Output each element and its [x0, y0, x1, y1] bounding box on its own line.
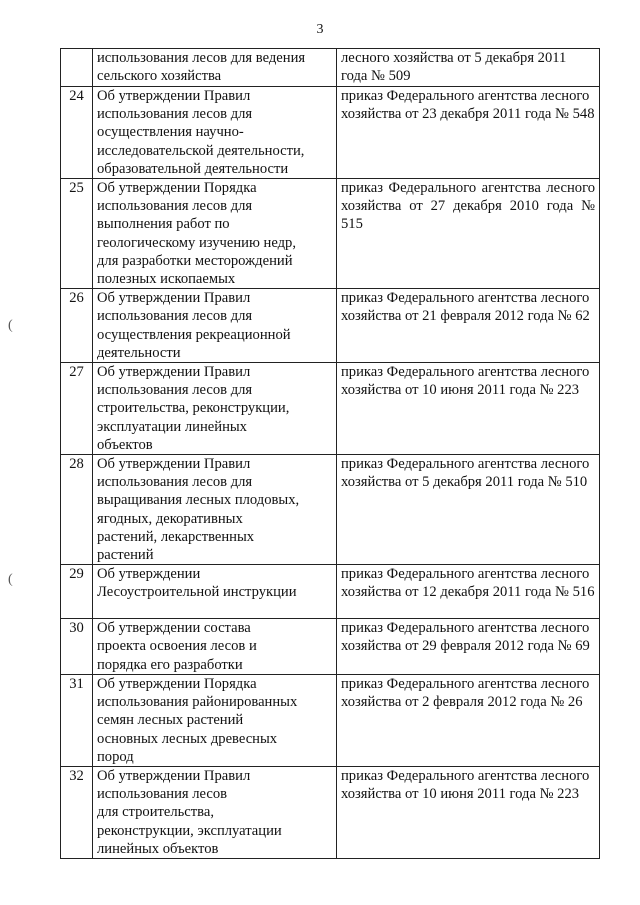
row-number: 29: [61, 565, 93, 619]
act-title: [93, 619, 337, 675]
act-title-line: проекта освоения лесов и: [97, 638, 257, 655]
act-title-line: реконструкции, эксплуатации: [97, 822, 282, 839]
act-title-line: семян лесных растений: [97, 712, 244, 729]
act-title-line: строительства, реконструкции,: [97, 400, 290, 417]
act-title: [93, 87, 337, 179]
act-title-line: основных лесных древесных: [97, 730, 278, 747]
row-number: 26: [61, 289, 93, 363]
act-source: приказ Федерального агентства лесного хозяйства от 5 декабря 2011 года № 510: [337, 455, 600, 565]
act-title-line: пород: [97, 748, 134, 765]
act-title-line: объектов: [97, 436, 153, 453]
row-number: 31: [61, 674, 93, 766]
act-title-line: использования лесов для: [97, 106, 253, 123]
act-source: приказ Федерального агентства лесного хозяйства от 23 декабря 2011 года № 548: [337, 87, 600, 179]
act-title-line: растений: [97, 547, 154, 564]
act-title-line: ягодных, декоративных: [97, 510, 243, 527]
act-title-line: использования лесов для: [97, 474, 253, 491]
act-source: приказ Федерального агентства лесного хозяйства от 29 февраля 2012 года № 69: [337, 619, 600, 675]
act-title: [93, 565, 337, 619]
act-title-line: растений, лекарственных: [97, 528, 255, 545]
table-row: [61, 363, 600, 455]
act-title-line: для разработки месторождений: [97, 252, 293, 269]
act-title-line: Об утверждении Порядка: [97, 180, 257, 197]
act-title-line: для строительства,: [97, 804, 214, 821]
act-title-line: использования лесов для: [97, 308, 253, 325]
act-title-line: Об утверждении Правил: [97, 767, 251, 784]
row-number: 30: [61, 619, 93, 675]
act-title-line: использования лесов для: [97, 382, 253, 399]
table-row: [61, 289, 600, 363]
act-title-line: полезных ископаемых: [97, 271, 236, 288]
act-title-line: выращивания лесных плодовых,: [97, 492, 300, 509]
margin-mark: (: [8, 318, 13, 333]
act-title-line: порядка его разработки: [97, 656, 243, 673]
table-row: [61, 87, 600, 179]
act-title-line: Об утверждении состава: [97, 620, 251, 637]
act-title: [93, 766, 337, 858]
act-title-line: Об утверждении Правил: [97, 290, 251, 307]
act-title-line: линейных объектов: [97, 840, 219, 857]
table-row: [61, 455, 600, 565]
row-number: 27: [61, 363, 93, 455]
act-title-line: Лесоустроительной инструкции: [97, 584, 297, 601]
row-number: [61, 49, 93, 87]
act-title-line: использования лесов для: [97, 198, 253, 215]
act-title: [93, 363, 337, 455]
table-row: [61, 49, 600, 87]
act-title-line: Об утверждении Правил: [97, 364, 251, 381]
act-title-line: Об утверждении Правил: [97, 456, 251, 473]
act-title-line: исследовательской деятельности,: [97, 142, 305, 159]
act-source: приказ Федерального агентства лесного хозяйства от 2 февраля 2012 года № 26: [337, 674, 600, 766]
table-row: [61, 766, 600, 858]
row-number: 28: [61, 455, 93, 565]
act-title-line: деятельности: [97, 344, 181, 361]
act-title: [93, 49, 337, 87]
act-title-line: осуществления рекреационной: [97, 326, 291, 343]
act-source: приказ Федерального агентства лесного хозяйства от 27 декабря 2010 года № 515: [337, 179, 600, 289]
act-title-line: выполнения работ по: [97, 216, 230, 233]
act-title-line: эксплуатации линейных: [97, 418, 247, 435]
act-title-line: осуществления научно-: [97, 124, 244, 141]
act-title-line: Об утверждении Порядка: [97, 675, 257, 692]
act-title: [93, 674, 337, 766]
table-row: [61, 565, 600, 619]
table-row: [61, 179, 600, 289]
act-title-line: использования районированных: [97, 694, 298, 711]
act-title: [93, 179, 337, 289]
row-number: 25: [61, 179, 93, 289]
act-title-line: использования лесов: [97, 786, 228, 803]
acts-table: [60, 48, 600, 859]
act-title: [93, 455, 337, 565]
act-title-line: Об утверждении Правил: [97, 88, 251, 104]
act-title-line: использования лесов для ведения: [97, 50, 306, 66]
table-row: [61, 619, 600, 675]
act-source: приказ Федерального агентства лесного хозяйства от 21 февраля 2012 года № 62: [337, 289, 600, 363]
act-title-line: геологическому изучению недр,: [97, 234, 296, 251]
act-source: приказ Федерального агентства лесного хозяйства от 10 июня 2011 года № 223: [337, 363, 600, 455]
table-row: [61, 674, 600, 766]
row-number: 32: [61, 766, 93, 858]
margin-mark: (: [8, 572, 13, 587]
act-source: приказ Федерального агентства лесного хозяйства от 12 декабря 2011 года № 516: [337, 565, 600, 619]
page-number: 3: [316, 22, 324, 37]
act-title-line: образовательной деятельности: [97, 160, 289, 177]
act-source: лесного хозяйства от 5 декабря 2011 года № 509: [337, 49, 600, 87]
row-number: 24: [61, 87, 93, 179]
act-source: приказ Федерального агентства лесного хозяйства от 10 июня 2011 года № 223: [337, 766, 600, 858]
act-title: [93, 289, 337, 363]
act-title-line: сельского хозяйства: [97, 68, 222, 85]
act-title-line: Об утверждении: [97, 566, 201, 583]
